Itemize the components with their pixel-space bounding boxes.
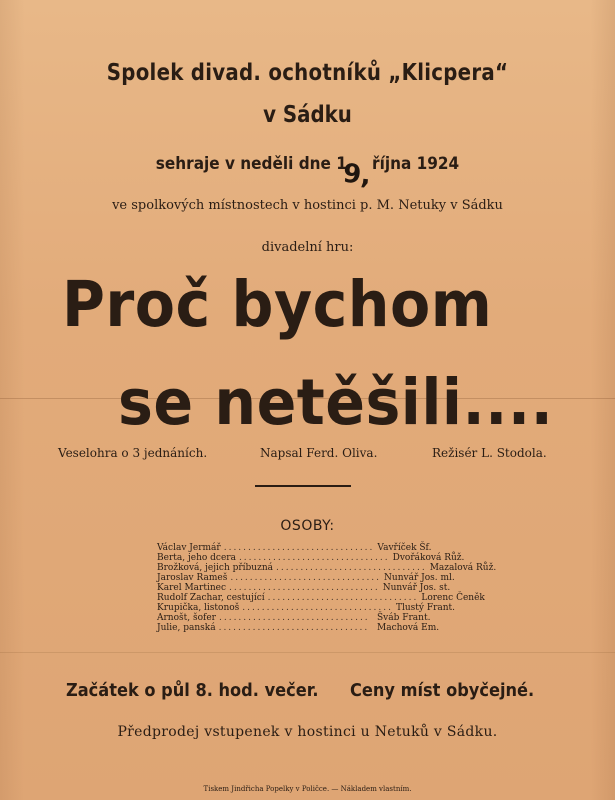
divider-rule (255, 485, 351, 487)
cast-row (157, 593, 485, 603)
paper-fold-line (0, 652, 615, 653)
presale-info: Předprodej vstupenek v hostinci u Netuků v Sádku. (117, 724, 498, 740)
cast-row (157, 613, 447, 623)
leader-dots: ............................... (229, 583, 380, 593)
society-location: v Sádku (263, 102, 352, 128)
cast-row (157, 583, 451, 593)
cast-role: Berta, jeho dcera (157, 553, 236, 563)
cast-row (157, 573, 455, 583)
leader-dots: ............................... (223, 543, 375, 553)
leader-dots: ............................... (276, 563, 427, 573)
cast-actor: Nunvář Jos. ml. (384, 573, 455, 583)
cast-actor: Lorenc Čeněk (421, 593, 485, 603)
cast-role: Brožková, jejich příbuzná (157, 563, 274, 573)
cast-actor: Machová Em. (377, 623, 440, 633)
cast-role: Václav Jermář (157, 543, 221, 553)
leader-dots: ............................... (218, 613, 370, 623)
play-genre: Veselohra o 3 jednáních. (58, 446, 208, 460)
cast-role: Karel Martinec (157, 583, 226, 593)
cast-actor: Tlustý Frant. (395, 603, 456, 613)
ticket-prices: Ceny míst obyčejné. (350, 680, 535, 701)
cast-row (157, 623, 447, 633)
cast-row (157, 543, 447, 553)
leader-dots: ............................... (267, 593, 419, 603)
cast-role: Arnošt, šofer (157, 613, 216, 623)
start-time: Začátek o půl 8. hod. večer. (66, 680, 319, 701)
play-director: Režisér L. Stodola. (432, 446, 547, 460)
play-title-line2: se netěšili.... (118, 366, 554, 439)
cast-role: Jaroslav Rameš (157, 573, 228, 583)
performance-date-after: října 1924 (366, 154, 460, 174)
cast-role: Krupička, listonoš (157, 603, 240, 613)
cast-actor: Dvořáková Růž. (392, 553, 465, 563)
cast-row (157, 563, 497, 573)
leader-dots: ............................... (238, 553, 390, 563)
handwritten-day: 9, (341, 158, 373, 192)
venue-text: ve spolkových místnostech v hostinci p. M. Netuky v Sádku (112, 198, 503, 213)
performance-date-before: sehraje v neděli dne 1 (155, 154, 347, 174)
cast-role: Julie, panská (157, 623, 216, 633)
society-name: Spolek divad. ochotníků „Klicpera“ (106, 60, 509, 86)
cast-actor: Šváb Frant. (377, 613, 431, 623)
play-kind: divadelní hru: (261, 240, 354, 255)
cast-heading: OSOBY: (280, 518, 335, 534)
cast-actor: Vavříček Šf. (377, 543, 432, 553)
cast-row (157, 603, 456, 613)
printer-imprint: Tiskem Jindřicha Popelky v Poličce. — Nákladem vlastním. (203, 785, 412, 793)
cast-actor: Nunvář Jos. st. (382, 583, 451, 593)
play-title-line1: Proč bychom (62, 268, 493, 341)
cast-row (157, 553, 465, 563)
leader-dots: ............................... (218, 623, 370, 633)
leader-dots: ............................... (230, 573, 382, 583)
performance-date (31, 154, 585, 174)
cast-list (157, 543, 497, 633)
cast-actor: Mazalová Růž. (429, 563, 497, 573)
cast-role: Rudolf Zachar, cestující (157, 593, 265, 603)
play-author: Napsal Ferd. Oliva. (260, 446, 378, 460)
leader-dots: ............................... (242, 603, 393, 613)
